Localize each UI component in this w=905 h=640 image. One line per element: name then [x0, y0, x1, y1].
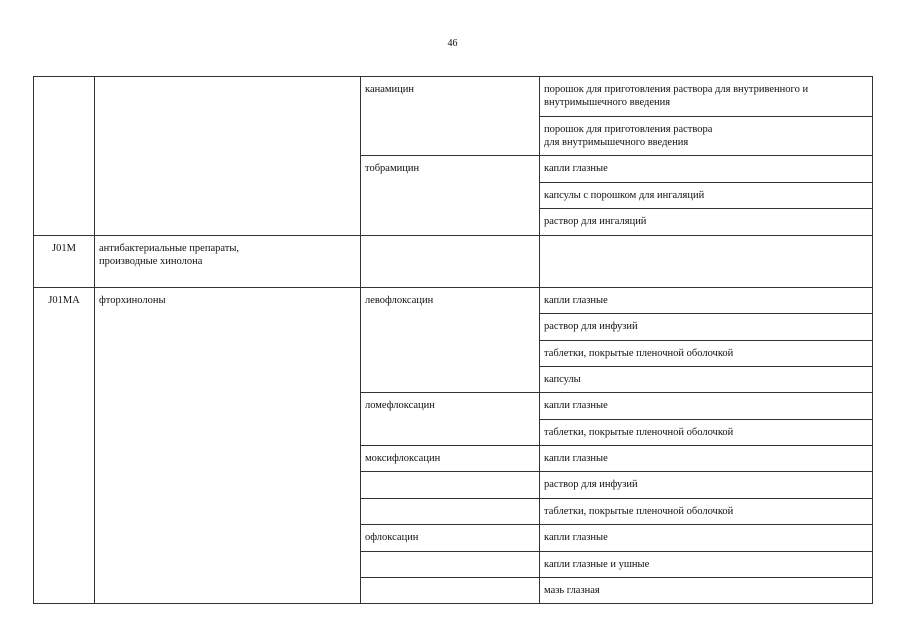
drug-name-cell: канамицин	[361, 77, 540, 156]
dosage-form-cell: капли глазные	[540, 156, 873, 182]
dosage-form-cell: мазь глазная	[540, 578, 873, 604]
dosage-form-cell: таблетки, покрытые пленочной оболочкой	[540, 498, 873, 524]
drug-name-cell	[361, 578, 540, 604]
dosage-form-cell: таблетки, покрытые пленочной оболочкой	[540, 419, 873, 445]
page-number: 46	[447, 38, 458, 49]
drug-name-cell: левофлоксацин	[361, 287, 540, 393]
drug-name-cell	[361, 235, 540, 287]
dosage-form-cell: порошок для приготовления раствора для внутримышечного введения	[540, 116, 873, 156]
atc-code-cell: J01M	[34, 235, 95, 287]
dosage-form-cell: капли глазные и ушные	[540, 551, 873, 577]
drug-table	[33, 76, 873, 604]
drug-name-cell: офлоксацин	[361, 525, 540, 551]
dosage-form-cell: капсулы с порошком для ингаляций	[540, 182, 873, 208]
dosage-form-cell: раствор для ингаляций	[540, 209, 873, 235]
dosage-form-cell: раствор для инфузий	[540, 472, 873, 498]
dosage-form-cell: капсулы	[540, 366, 873, 392]
drug-name-cell	[361, 472, 540, 498]
group-name-cell: антибактериальные препараты, производные хинолона	[95, 235, 361, 287]
table-row	[34, 77, 873, 117]
dosage-form-cell: капли глазные	[540, 287, 873, 313]
dosage-form-cell: раствор для инфузий	[540, 314, 873, 340]
dosage-form-cell: капли глазные	[540, 446, 873, 472]
atc-code-cell	[34, 77, 95, 236]
dosage-form-cell	[540, 235, 873, 287]
group-name-cell	[95, 77, 361, 236]
drug-name-cell: ломефлоксацин	[361, 393, 540, 446]
dosage-form-cell: капли глазные	[540, 525, 873, 551]
dosage-form-cell: таблетки, покрытые пленочной оболочкой	[540, 340, 873, 366]
drug-name-cell	[361, 551, 540, 577]
drug-name-cell: моксифлоксацин	[361, 446, 540, 472]
drug-name-cell: тобрамицин	[361, 156, 540, 235]
drug-name-cell	[361, 498, 540, 524]
dosage-form-cell: порошок для приготовления раствора для внутривенного и внутримышечного введения	[540, 77, 873, 117]
atc-code-cell: J01MA	[34, 287, 95, 604]
dosage-form-cell: капли глазные	[540, 393, 873, 419]
group-name-cell: фторхинолоны	[95, 287, 361, 604]
table-row	[34, 235, 873, 287]
table-row	[34, 287, 873, 313]
